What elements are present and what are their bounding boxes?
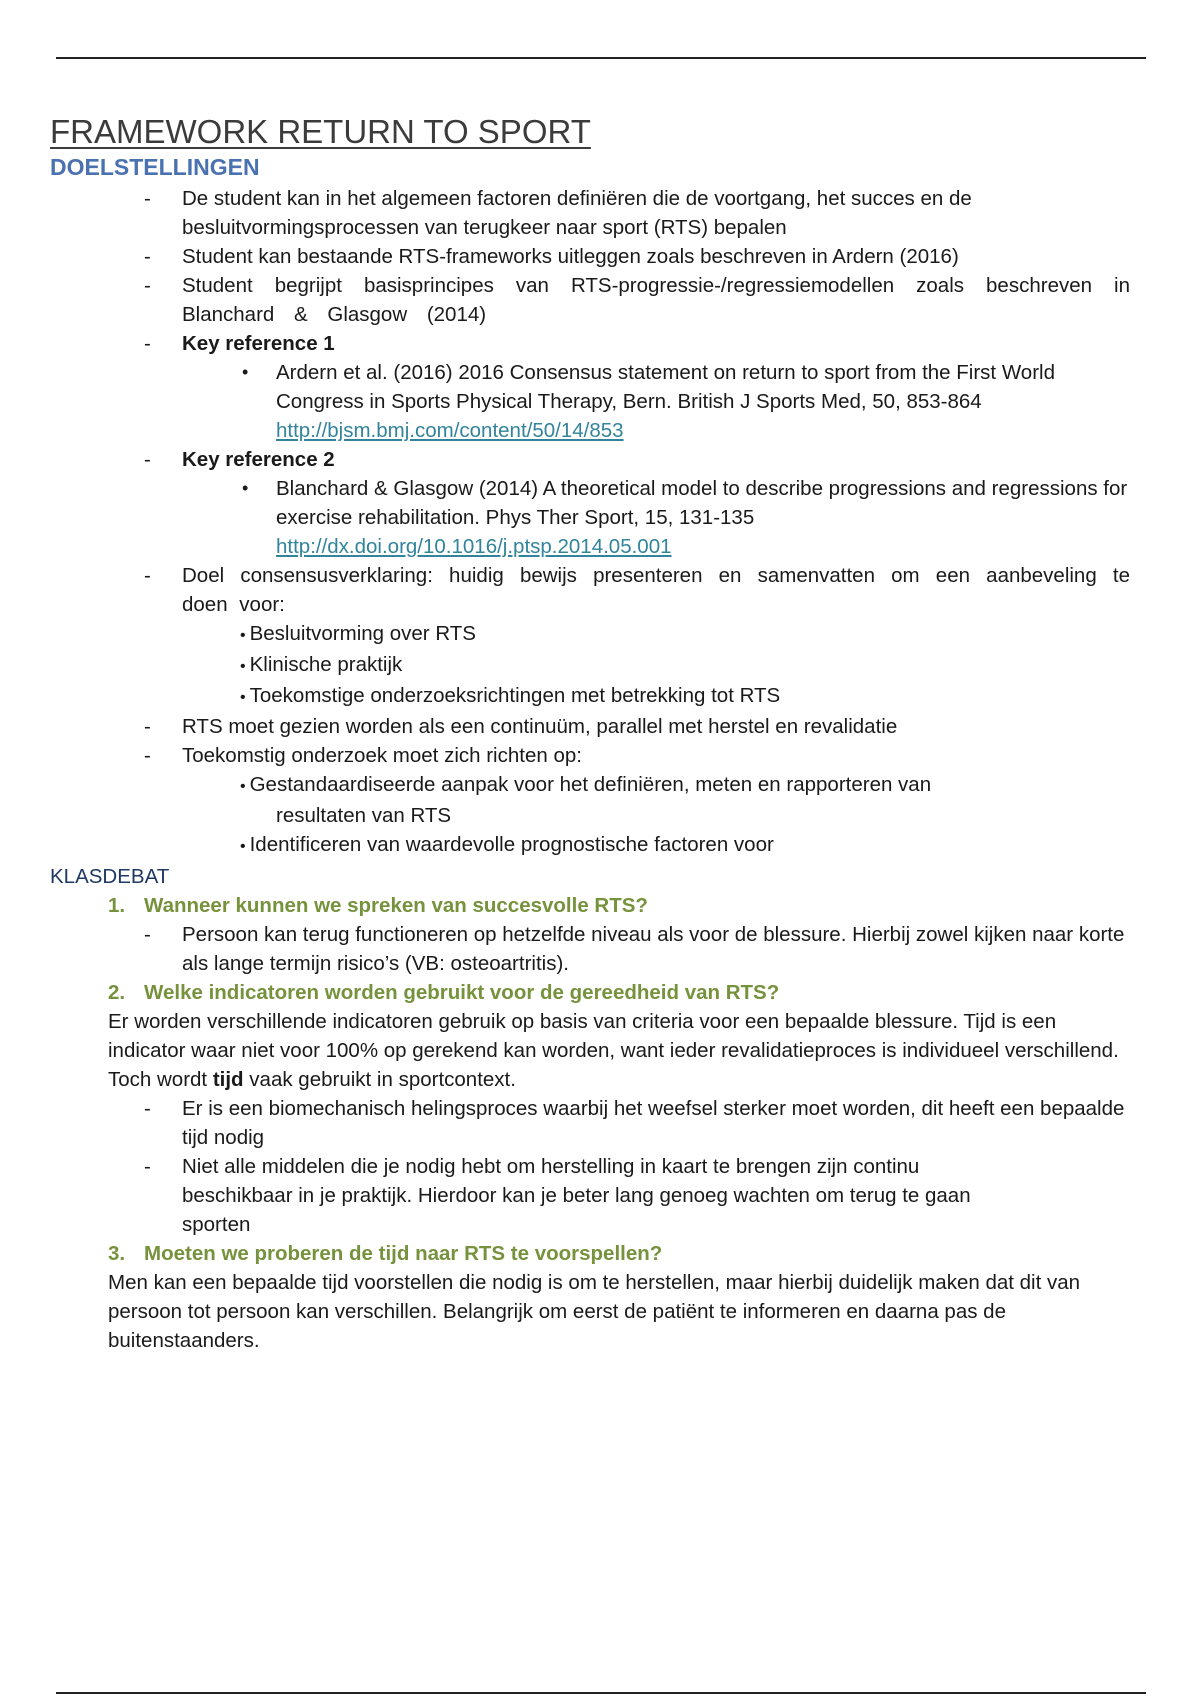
dash-marker: -	[144, 564, 151, 587]
bullet-marker: •	[242, 362, 249, 382]
list-item: - De student kan in het algemeen factoren definiëren die de voortgang, het succes en de besluitvormingsprocessen van terugkeer naar sport (RTS) bepalen	[50, 184, 1150, 242]
document-page	[50, 112, 1150, 1355]
doel-bullets	[50, 619, 1150, 712]
answer-item: - Persoon kan terug functioneren op hetzelfde niveau als voor de blessure. Hierbij zowel kijken naar korte als lange termijn risico’s (VB: osteoartritis).	[50, 920, 1150, 978]
list-item: • Gestandaardiseerde aanpak voor het definiëren, meten en rapporteren van resultaten van RTS	[240, 773, 932, 827]
dash-marker: -	[144, 448, 151, 471]
objectives-list	[50, 184, 1150, 358]
dash-marker: -	[144, 245, 151, 268]
dash-marker: -	[144, 715, 151, 738]
toekomst-bullets	[50, 770, 1150, 861]
document-title: FRAMEWORK RETURN TO SPORT	[50, 113, 591, 150]
dash-marker: -	[144, 923, 151, 946]
reference-2-list	[50, 474, 1150, 561]
dash-marker: -	[144, 1155, 151, 1178]
dash-marker: -	[144, 332, 151, 355]
reference-link[interactable]: http://bjsm.bmj.com/content/50/14/853	[276, 419, 624, 442]
section-heading-doelstellingen: DOELSTELLINGEN	[50, 154, 260, 180]
list-item: • Identificeren van waardevolle prognostische factoren voor	[240, 833, 774, 856]
reference-1-list	[50, 358, 1150, 445]
question-2: 2. Welke indicatoren worden gebruikt voor de gereedheid van RTS?	[108, 981, 780, 1004]
bullet-marker: •	[242, 478, 249, 498]
question-3: 3. Moeten we proberen de tijd naar RTS te voorspellen?	[108, 1242, 663, 1265]
list-item: • Klinische praktijk	[240, 653, 403, 676]
list-item: - Doel consensusverklaring: huidig bewijs presenteren en samenvatten om een aanbeveling te doen voor:	[50, 561, 1150, 619]
dash-marker: -	[144, 744, 151, 767]
reference-entry: • Blanchard & Glasgow (2014) A theoretical model to describe progressions and regressions for exercise rehabilitation. Phys Ther Sport, 15, 131-135 http://dx.doi.org/10.1016/j.ptsp.2014.05.001	[50, 474, 1150, 561]
answer-paragraph: Er worden verschillende indicatoren gebruik op basis van criteria voor een bepaalde blessure. Tijd is een indicator waar niet voor 100% op gerekend kan worden, want ieder revalidatieproces is individueel verschillend. Toch wordt tijd vaak gebruikt in sportcontext.	[108, 1010, 1119, 1091]
answer-item: - Niet alle middelen die je nodig hebt om herstelling in kaart te brengen zijn continu beschikbaar in je praktijk. Hierdoor kan je beter lang genoeg wachten om terug te gaan sporten	[50, 1152, 1150, 1239]
bullet-marker: •	[240, 658, 246, 675]
top-rule	[56, 57, 1146, 59]
dash-marker: -	[144, 1097, 151, 1120]
reference-entry: • Ardern et al. (2016) 2016 Consensus statement on return to sport from the First World Congress in Sports Physical Therapy, Bern. British J Sports Med, 50, 853-864 http://bjsm.bmj.com/content/50/14/853	[50, 358, 1150, 445]
list-item: • Toekomstige onderzoeksrichtingen met betrekking tot RTS	[240, 684, 781, 707]
bottom-rule	[56, 1692, 1146, 1694]
list-item: - Student kan bestaande RTS-frameworks uitleggen zoals beschreven in Ardern (2016)	[50, 242, 1150, 271]
bullet-marker: •	[240, 778, 246, 795]
dash-marker: -	[144, 187, 151, 210]
list-item: - RTS moet gezien worden als een continuüm, parallel met herstel en revalidatie	[50, 712, 1150, 741]
bullet-marker: •	[240, 838, 246, 855]
question-1: 1. Wanneer kunnen we spreken van succesvolle RTS?	[108, 894, 648, 917]
answer-paragraph: Men kan een bepaalde tijd voorstellen die nodig is om te herstellen, maar hierbij duidelijk maken dat dit van persoon tot persoon kan verschillen. Belangrijk om eerst de patiënt te informeren en daarna pas de buitenstaanders.	[108, 1271, 1081, 1352]
reference-link[interactable]: http://dx.doi.org/10.1016/j.ptsp.2014.05.001	[276, 535, 672, 558]
key-reference-2: - Key reference 2	[50, 445, 1150, 474]
list-item: - Student begrijpt basisprincipes van RTS-progressie-/regressiemodellen zoals beschreven in Blanchard & Glasgow (2014)	[50, 271, 1150, 329]
answer-item: - Er is een biomechanisch helingsproces waarbij het weefsel sterker moet worden, dit heeft een bepaalde tijd nodig	[50, 1094, 1150, 1152]
list-item: - Toekomstig onderzoek moet zich richten op:	[50, 741, 1150, 770]
list-item: • Besluitvorming over RTS	[240, 622, 476, 645]
section-heading-klasdebat: KLASDEBAT	[50, 865, 170, 888]
bullet-marker: •	[240, 689, 246, 706]
bullet-marker: •	[240, 627, 246, 644]
dash-marker: -	[144, 274, 151, 297]
key-reference-1: - Key reference 1	[50, 329, 1150, 358]
